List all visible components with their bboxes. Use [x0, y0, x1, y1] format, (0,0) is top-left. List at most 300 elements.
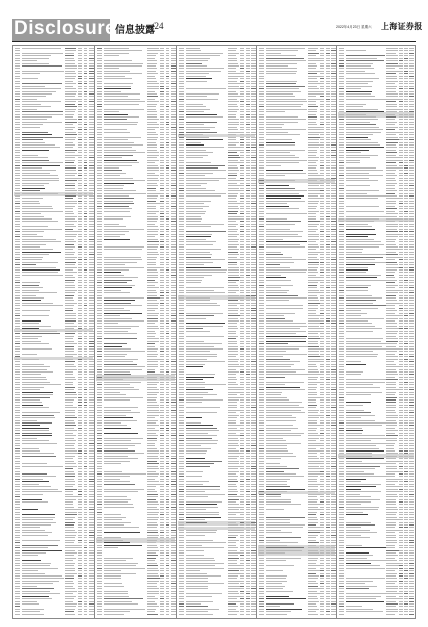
- table-cell: [320, 134, 324, 135]
- table-cell: [78, 603, 82, 604]
- table-cell: [78, 257, 82, 258]
- table-cell: [160, 430, 164, 431]
- table-cell: [179, 58, 184, 59]
- table-cell: [78, 364, 82, 365]
- table-cell: [240, 499, 244, 500]
- table-cell: [240, 63, 244, 64]
- table-cell: [251, 244, 256, 245]
- table-cell: [78, 155, 82, 156]
- table-cell: [78, 81, 82, 82]
- table-cell: [171, 310, 176, 311]
- table-cell: [147, 458, 159, 459]
- table-cell: [84, 450, 88, 451]
- table-cell: [78, 430, 82, 431]
- table-cell: [179, 320, 184, 321]
- table-cell: [166, 598, 170, 599]
- table-cell: [251, 198, 256, 199]
- table-cell: [15, 578, 20, 579]
- table-cell: [104, 282, 127, 283]
- table-cell: [179, 48, 184, 49]
- table-cell: [84, 152, 88, 153]
- table-cell: [171, 63, 176, 64]
- table-cell: [166, 450, 170, 451]
- table-cell: [15, 99, 20, 100]
- table-cell: [147, 188, 156, 189]
- table-cell: [147, 323, 155, 324]
- table-cell: [97, 229, 102, 230]
- table-cell: [240, 167, 244, 168]
- table-cell: [104, 303, 131, 304]
- table-cell: [78, 453, 82, 454]
- table-cell: [259, 152, 264, 153]
- table-cell: [179, 603, 184, 604]
- table-cell: [65, 588, 75, 589]
- table-cell: [246, 433, 250, 434]
- table-cell: [228, 412, 236, 413]
- table-cell: [240, 341, 244, 342]
- table-cell: [78, 517, 82, 518]
- table-cell: [166, 71, 170, 72]
- table-cell: [179, 338, 184, 339]
- table-cell: [331, 180, 336, 181]
- table-cell: [147, 173, 156, 174]
- table-cell: [240, 170, 244, 171]
- table-cell: [15, 343, 20, 344]
- table-cell: [326, 167, 330, 168]
- table-cell: [89, 598, 94, 599]
- table-cell: [84, 221, 88, 222]
- table-cell: [84, 379, 88, 380]
- table-cell: [104, 591, 128, 592]
- table-cell: [186, 315, 214, 316]
- table-cell: [160, 512, 164, 513]
- table-cell: [104, 190, 136, 191]
- table-cell: [320, 167, 324, 168]
- table-cell: [84, 132, 88, 133]
- table-cell: [84, 522, 88, 523]
- table-cell: [166, 524, 170, 525]
- table-cell: [240, 333, 244, 334]
- table-cell: [78, 58, 82, 59]
- table-cell: [160, 150, 164, 151]
- table-cell: [84, 399, 88, 400]
- table-cell: [147, 318, 158, 319]
- table-cell: [89, 530, 94, 531]
- table-cell: [84, 269, 88, 270]
- table-cell: [147, 354, 158, 355]
- table-cell: [65, 122, 77, 123]
- table-cell: [160, 573, 164, 574]
- table-cell: [104, 297, 144, 298]
- table-cell: [186, 88, 226, 89]
- table-cell: [228, 71, 236, 72]
- table-cell: [104, 65, 142, 66]
- table-cell: [240, 338, 244, 339]
- table-cell: [228, 104, 237, 105]
- table-cell: [22, 609, 44, 610]
- table-cell: [246, 473, 250, 474]
- table-cell: [78, 563, 82, 564]
- table-cell: [89, 453, 94, 454]
- table-cell: [246, 578, 250, 579]
- table-cell: [78, 575, 82, 576]
- table-cell: [240, 173, 244, 174]
- table-cell: [240, 593, 244, 594]
- table-cell: [78, 402, 82, 403]
- table-cell: [240, 519, 244, 520]
- table-cell: [160, 417, 164, 418]
- table-cell: [104, 596, 129, 597]
- table-cell: [179, 328, 184, 329]
- table-cell: [228, 201, 237, 202]
- table-cell: [186, 73, 209, 74]
- table-cell: [97, 374, 102, 375]
- table-cell: [179, 180, 184, 181]
- table-cell: [320, 137, 324, 138]
- table-cell: [228, 221, 237, 222]
- table-cell: [171, 152, 176, 153]
- table-cell: [228, 343, 238, 344]
- table-cell: [326, 165, 330, 166]
- table-cell: [326, 155, 330, 156]
- table-cell: [89, 540, 94, 541]
- table-cell: [171, 387, 176, 388]
- table-cell: [259, 48, 264, 49]
- table-cell: [240, 147, 244, 148]
- table-cell: [166, 453, 170, 454]
- table-cell: [171, 198, 176, 199]
- table-cell: [240, 213, 244, 214]
- table-cell: [240, 512, 244, 513]
- table-cell: [166, 290, 170, 291]
- table-cell: [171, 224, 176, 225]
- table-cell: [331, 185, 336, 186]
- table-cell: [65, 415, 76, 416]
- table-cell: [160, 104, 164, 105]
- table-cell: [65, 328, 75, 329]
- table-cell: [246, 198, 250, 199]
- table-cell: [228, 193, 238, 194]
- table-cell: [171, 568, 176, 569]
- table-cell: [22, 547, 48, 548]
- table-cell: [78, 346, 82, 347]
- table-cell: [246, 331, 250, 332]
- table-cell: [65, 573, 78, 574]
- table-cell: [228, 203, 241, 204]
- table-cell: [97, 137, 102, 138]
- table-cell: [97, 369, 102, 370]
- table-cell: [65, 494, 73, 495]
- table-cell: [104, 129, 127, 130]
- table-cell: [97, 231, 102, 232]
- table-cell: [259, 167, 264, 168]
- table-cell: [15, 471, 20, 472]
- table-cell: [240, 412, 244, 413]
- table-cell: [266, 48, 305, 49]
- table-cell: [22, 392, 53, 393]
- table-cell: [326, 127, 330, 128]
- table-cell: [166, 359, 170, 360]
- table-cell: [179, 581, 184, 582]
- table-cell: [84, 578, 88, 579]
- table-cell: [228, 433, 237, 434]
- table-cell: [78, 106, 82, 107]
- table-cell: [97, 63, 102, 64]
- table-cell: [15, 78, 20, 79]
- table-cell: [240, 486, 244, 487]
- table-cell: [15, 152, 20, 153]
- table-cell: [147, 333, 156, 334]
- table-cell: [171, 486, 176, 487]
- table-cell: [65, 257, 77, 258]
- table-cell: [65, 262, 76, 263]
- table-cell: [104, 333, 137, 334]
- table-cell: [89, 550, 94, 551]
- table-cell: [15, 456, 20, 457]
- table-cell: [84, 282, 88, 283]
- table-rows: [95, 46, 176, 618]
- table-cell: [147, 132, 156, 133]
- table-cell: [147, 269, 157, 270]
- table-cell: [166, 494, 170, 495]
- table-cell: [15, 614, 20, 615]
- table-cell: [251, 537, 256, 538]
- table-cell: [240, 234, 244, 235]
- table-cell: [22, 333, 60, 334]
- table-cell: [166, 76, 170, 77]
- table-cell: [89, 241, 94, 242]
- table-cell: [179, 236, 184, 237]
- table-cell: [240, 578, 244, 579]
- table-cell: [104, 218, 123, 219]
- table-cell: [228, 456, 239, 457]
- table-cell: [147, 127, 159, 128]
- table-cell: [78, 555, 82, 556]
- table-cell: [160, 542, 164, 543]
- table-cell: [97, 494, 102, 495]
- table-cell: [147, 300, 157, 301]
- table-cell: [22, 501, 48, 502]
- table-cell: [78, 252, 82, 253]
- table-cell: [89, 99, 94, 100]
- table-cell: [147, 443, 155, 444]
- table-cell: [78, 68, 82, 69]
- table-cell: [166, 280, 170, 281]
- table-cell: [65, 269, 73, 270]
- table-cell: [166, 323, 170, 324]
- table-cell: [65, 246, 75, 247]
- table-cell: [186, 509, 206, 510]
- table-cell: [246, 328, 250, 329]
- table-cell: [251, 517, 256, 518]
- table-cell: [259, 150, 264, 151]
- table-cell: [78, 471, 82, 472]
- table-cell: [15, 359, 20, 360]
- table-cell: [171, 348, 176, 349]
- table-cell: [240, 206, 244, 207]
- table-cell: [179, 63, 184, 64]
- table-cell: [166, 320, 170, 321]
- table-cell: [22, 586, 37, 587]
- table-cell: [84, 354, 88, 355]
- table-cell: [166, 305, 170, 306]
- table-cell: [84, 216, 88, 217]
- table-cell: [186, 178, 226, 179]
- table-cell: [84, 611, 88, 612]
- table-cell: [78, 394, 82, 395]
- table-cell: [166, 167, 170, 168]
- table-cell: [22, 486, 51, 487]
- table-cell: [246, 190, 250, 191]
- table-cell: [259, 93, 264, 94]
- table-cell: [179, 259, 184, 260]
- table-cell: [326, 119, 330, 120]
- table-cell: [166, 509, 170, 510]
- table-cell: [104, 144, 143, 145]
- table-cell: [15, 583, 20, 584]
- table-cell: [266, 116, 298, 117]
- table-cell: [246, 374, 250, 375]
- table-cell: [104, 287, 132, 288]
- table-cell: [147, 346, 155, 347]
- table-cell: [78, 588, 82, 589]
- table-cell: [89, 481, 94, 482]
- table-cell: [65, 402, 73, 403]
- table-cell: [104, 394, 126, 395]
- table-cell: [89, 473, 94, 474]
- table-cell: [22, 71, 64, 72]
- table-cell: [171, 517, 176, 518]
- table-cell: [326, 76, 330, 77]
- table-cell: [15, 555, 20, 556]
- table-cell: [89, 267, 94, 268]
- table-cell: [166, 463, 170, 464]
- table-cell: [246, 341, 250, 342]
- table-cell: [147, 558, 156, 559]
- table-cell: [251, 450, 256, 451]
- table-cell: [22, 369, 47, 370]
- table-cell: [84, 91, 88, 92]
- table-cell: [97, 272, 102, 273]
- table-cell: [246, 614, 250, 615]
- table-cell: [246, 570, 250, 571]
- table-cell: [84, 535, 88, 536]
- table-cell: [84, 231, 88, 232]
- table-cell: [251, 116, 256, 117]
- table-cell: [240, 155, 244, 156]
- table-cell: [104, 195, 129, 196]
- table-cell: [179, 111, 184, 112]
- table-cell: [89, 218, 94, 219]
- table-cell: [97, 323, 102, 324]
- table-cell: [22, 530, 45, 531]
- table-cell: [78, 241, 82, 242]
- table-cell: [186, 58, 210, 59]
- table-cell: [251, 596, 256, 597]
- table-cell: [65, 555, 74, 556]
- table-cell: [89, 366, 94, 367]
- table-cell: [89, 519, 94, 520]
- table-cell: [246, 484, 250, 485]
- table-cell: [78, 361, 82, 362]
- table-cell: [97, 596, 102, 597]
- table-cell: [251, 581, 256, 582]
- table-cell: [171, 371, 176, 372]
- table-cell: [266, 122, 298, 123]
- table-cell: [186, 611, 208, 612]
- table-cell: [160, 570, 164, 571]
- table-cell: [171, 160, 176, 161]
- table-cell: [251, 292, 256, 293]
- table-cell: [166, 213, 170, 214]
- table-cell: [84, 361, 88, 362]
- table-cell: [104, 269, 129, 270]
- table-cell: [89, 524, 94, 525]
- table-cell: [179, 481, 184, 482]
- table-cell: [84, 50, 88, 51]
- table-cell: [89, 440, 94, 441]
- table-cell: [147, 175, 159, 176]
- table-cell: [186, 461, 222, 462]
- table-cell: [228, 611, 239, 612]
- table-cell: [84, 318, 88, 319]
- table-cell: [179, 155, 184, 156]
- table-cell: [104, 88, 131, 89]
- table-cell: [259, 96, 264, 97]
- table-cell: [228, 435, 241, 436]
- table-cell: [259, 178, 264, 179]
- table-cell: [171, 581, 176, 582]
- table-cell: [22, 53, 63, 54]
- table-cell: [331, 73, 336, 74]
- table-cell: [246, 501, 250, 502]
- table-cell: [84, 259, 88, 260]
- table-cell: [179, 532, 184, 533]
- table-cell: [228, 591, 239, 592]
- table-cell: [89, 331, 94, 332]
- table-cell: [97, 343, 102, 344]
- table-cell: [331, 55, 336, 56]
- table-cell: [251, 106, 256, 107]
- table-cell: [179, 399, 184, 400]
- table-cell: [308, 119, 318, 120]
- table-cell: [104, 338, 137, 339]
- table-cell: [15, 178, 20, 179]
- table-cell: [22, 394, 53, 395]
- table-cell: [65, 558, 77, 559]
- table-cell: [171, 471, 176, 472]
- table-cell: [326, 96, 330, 97]
- table-cell: [179, 542, 184, 543]
- table-cell: [78, 48, 82, 49]
- table-cell: [251, 410, 256, 411]
- table-cell: [251, 267, 256, 268]
- table-cell: [65, 73, 77, 74]
- table-cell: [97, 387, 102, 388]
- table-cell: [166, 547, 170, 548]
- table-cell: [326, 109, 330, 110]
- table-cell: [84, 501, 88, 502]
- table-cell: [166, 326, 170, 327]
- table-cell: [15, 109, 20, 110]
- table-cell: [246, 292, 250, 293]
- table-cell: [259, 122, 264, 123]
- table-cell: [84, 68, 88, 69]
- table-cell: [171, 530, 176, 531]
- table-cell: [251, 48, 256, 49]
- table-cell: [240, 178, 244, 179]
- table-cell: [171, 257, 176, 258]
